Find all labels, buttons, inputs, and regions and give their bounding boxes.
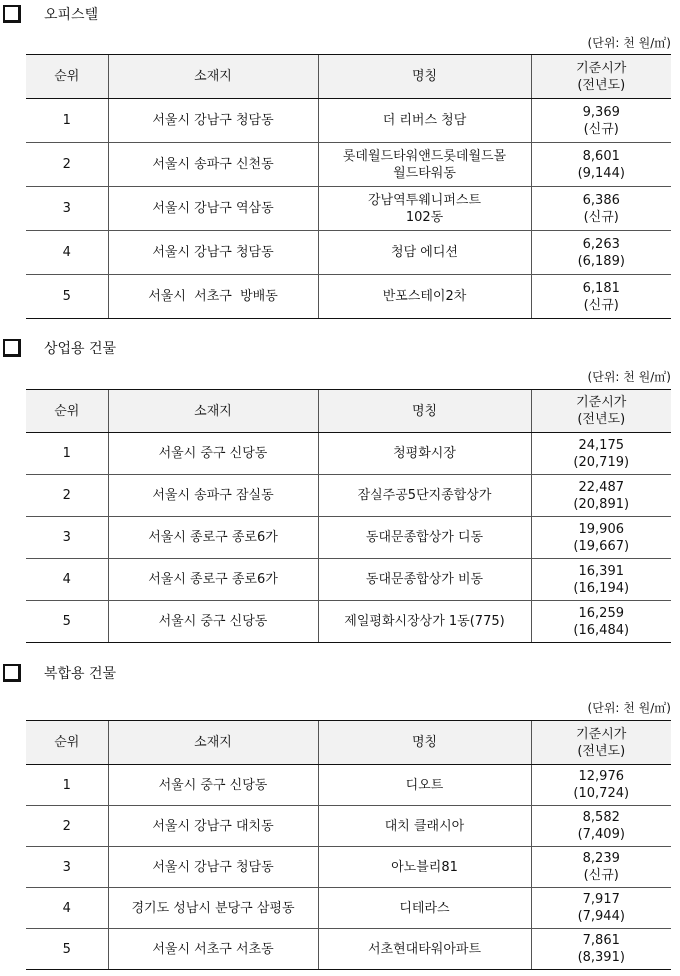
- cell-location: 서울시 서초구 서초동: [108, 929, 318, 970]
- section-title: 복합용 건물: [44, 666, 117, 682]
- cell-price: [531, 99, 671, 143]
- cell-name: [318, 847, 531, 888]
- cell-rank: 3: [26, 187, 108, 231]
- cell-price-current: 7,861: [582, 933, 620, 948]
- cell-rank: 4: [26, 231, 108, 275]
- cell-price-previous: (19,667): [573, 538, 630, 554]
- cell-name: [318, 559, 531, 601]
- cell-price: [531, 475, 671, 517]
- cell-price-previous: (16,194): [573, 580, 630, 596]
- cell-price-current: 8,601: [582, 148, 620, 164]
- section-title: 상업용 건물: [44, 341, 117, 357]
- cell-name-line1: 대치 클래시아: [384, 818, 465, 834]
- cell-rank: 4: [26, 888, 108, 929]
- cell-name: [318, 231, 531, 275]
- cell-location: 서울시 중구 신당동: [108, 601, 318, 643]
- cell-name-line1: 반포스테이2차: [382, 289, 467, 304]
- checkbox-square-icon: [3, 664, 21, 682]
- header-price: [531, 721, 671, 765]
- header-rank: 순위: [26, 55, 108, 99]
- cell-location: 서울시 강남구 청담동: [108, 847, 318, 888]
- cell-name-line1: 강남역투웨니퍼스트: [367, 192, 482, 208]
- header-price-line1: 기준시가: [576, 395, 627, 410]
- cell-price-previous: (20,719): [573, 454, 630, 470]
- cell-name-line1: 청담 에디션: [391, 245, 458, 260]
- cell-rank: 2: [26, 475, 108, 517]
- cell-price: [531, 187, 671, 231]
- cell-price: [531, 559, 671, 601]
- cell-rank: 1: [26, 433, 108, 475]
- cell-rank: 1: [26, 765, 108, 806]
- table-row: [26, 765, 671, 806]
- checkbox-square-icon: [3, 339, 21, 357]
- table-row: [26, 847, 671, 888]
- cell-name: [318, 517, 531, 559]
- cell-price-previous: (16,484): [573, 622, 630, 638]
- cell-name-line2: 102동: [405, 209, 444, 225]
- cell-price-current: 8,582: [582, 810, 620, 825]
- table-header-row: [26, 55, 671, 99]
- cell-price-previous: (신규): [583, 868, 619, 883]
- cell-rank: 4: [26, 559, 108, 601]
- cell-price: [531, 275, 671, 319]
- cell-rank: 2: [26, 143, 108, 187]
- table-row: [26, 231, 671, 275]
- cell-price-current: 7,917: [582, 892, 620, 907]
- cell-location: 서울시 종로구 종로6가: [108, 517, 318, 559]
- cell-rank: 2: [26, 806, 108, 847]
- cell-location: 서울시 중구 신당동: [108, 433, 318, 475]
- unit-label: (단위: 천 원/㎡): [587, 36, 671, 50]
- cell-price: [531, 231, 671, 275]
- cell-name-line1: 잠실주공5단지종합상가: [357, 488, 492, 503]
- unit-label: (단위: 천 원/㎡): [587, 370, 671, 384]
- cell-price-current: 6,263: [582, 236, 620, 252]
- cell-price-current: 24,175: [578, 437, 624, 453]
- cell-price: [531, 765, 671, 806]
- header-location: 소재지: [108, 55, 318, 99]
- price-table: [26, 54, 671, 319]
- cell-location: 서울시 중구 신당동: [108, 765, 318, 806]
- cell-rank: 1: [26, 99, 108, 143]
- cell-name-line1: 동대문종합상가 디동: [365, 530, 484, 545]
- table-row: [26, 517, 671, 559]
- cell-name-line1: 동대문종합상가 비동: [365, 572, 484, 587]
- header-location: 소재지: [108, 721, 318, 765]
- cell-name-line1: 롯데월드타워앤드롯데월드몰: [342, 148, 507, 164]
- cell-price: [531, 888, 671, 929]
- header-name: 명칭: [318, 55, 531, 99]
- cell-price-current: 6,181: [582, 280, 620, 296]
- cell-name: [318, 888, 531, 929]
- cell-price: [531, 433, 671, 475]
- cell-price-current: 12,976: [578, 769, 624, 784]
- cell-rank: 5: [26, 275, 108, 319]
- cell-price-previous: (10,724): [573, 786, 630, 801]
- cell-name: [318, 433, 531, 475]
- table-row: [26, 929, 671, 970]
- table-row: [26, 275, 671, 319]
- cell-price: [531, 601, 671, 643]
- cell-location: 서울시 강남구 대치동: [108, 806, 318, 847]
- cell-price-previous: (7,944): [577, 909, 625, 924]
- cell-name-line1: 디테라스: [399, 900, 450, 916]
- cell-price-current: 19,906: [578, 521, 624, 537]
- header-price-line2: (전년도): [577, 77, 626, 93]
- cell-location: 서울시 강남구 역삼동: [108, 187, 318, 231]
- cell-name: [318, 143, 531, 187]
- cell-location: 서울시 종로구 종로6가: [108, 559, 318, 601]
- checkbox-square-icon: [3, 5, 21, 23]
- table-row: [26, 99, 671, 143]
- cell-price-current: 22,487: [578, 479, 624, 495]
- cell-name-line1: 청평화시장: [393, 446, 456, 461]
- cell-name-line1: 제일평화시장상가 1동(775): [344, 614, 505, 629]
- cell-location: 서울시 송파구 신천동: [108, 143, 318, 187]
- table-row: [26, 475, 671, 517]
- cell-name: [318, 601, 531, 643]
- cell-location: 서울시 송파구 잠실동: [108, 475, 318, 517]
- table-row: [26, 601, 671, 643]
- header-price-line1: 기준시가: [576, 726, 627, 742]
- table-row: [26, 559, 671, 601]
- cell-location: 서울시 서초구 방배동: [108, 275, 318, 319]
- header-price-line2: (전년도): [577, 412, 626, 427]
- cell-price: [531, 847, 671, 888]
- cell-name-line1: 디오트: [405, 777, 444, 793]
- header-name: 명칭: [318, 390, 531, 433]
- cell-name: [318, 765, 531, 806]
- cell-name-line1: 서초현대타워아파트: [367, 941, 482, 957]
- table-row: [26, 143, 671, 187]
- table-header-row: [26, 721, 671, 765]
- cell-location: 서울시 강남구 청담동: [108, 99, 318, 143]
- cell-price-current: 6,386: [582, 192, 620, 208]
- cell-price-previous: (7,409): [577, 827, 625, 842]
- cell-name: [318, 187, 531, 231]
- cell-price: [531, 929, 671, 970]
- cell-price: [531, 517, 671, 559]
- cell-name-line1: 더 리버스 청담: [382, 113, 467, 128]
- cell-rank: 3: [26, 517, 108, 559]
- header-rank: 순위: [26, 721, 108, 765]
- cell-name-line1: 아노블리81: [391, 859, 458, 875]
- section-title: 오피스텔: [44, 7, 99, 23]
- cell-price-current: 16,391: [578, 563, 624, 579]
- cell-name: [318, 99, 531, 143]
- table-row: [26, 433, 671, 475]
- cell-name: [318, 806, 531, 847]
- cell-price: [531, 806, 671, 847]
- cell-price-previous: (신규): [583, 209, 619, 225]
- header-rank: 순위: [26, 390, 108, 433]
- table-header-row: [26, 390, 671, 433]
- header-price-line1: 기준시가: [576, 60, 627, 76]
- cell-name-line2: 월드타워동: [393, 165, 456, 181]
- header-location: 소재지: [108, 390, 318, 433]
- cell-price-current: 8,239: [582, 851, 620, 866]
- cell-price-previous: (9,144): [577, 165, 625, 181]
- cell-price-previous: (20,891): [573, 496, 630, 512]
- cell-price: [531, 143, 671, 187]
- table-row: [26, 187, 671, 231]
- header-price: [531, 55, 671, 99]
- cell-price-previous: (8,391): [577, 950, 625, 965]
- price-table: [26, 720, 671, 970]
- header-name: 명칭: [318, 721, 531, 765]
- cell-rank: 5: [26, 929, 108, 970]
- cell-name: [318, 475, 531, 517]
- table-row: [26, 806, 671, 847]
- cell-price-previous: (6,189): [577, 253, 625, 269]
- cell-rank: 5: [26, 601, 108, 643]
- cell-location: 서울시 강남구 청담동: [108, 231, 318, 275]
- cell-name: [318, 275, 531, 319]
- cell-location: 경기도 성남시 분당구 삼평동: [108, 888, 318, 929]
- unit-label: (단위: 천 원/㎡): [587, 701, 671, 715]
- cell-price-current: 16,259: [578, 605, 624, 621]
- cell-rank: 3: [26, 847, 108, 888]
- table-row: [26, 888, 671, 929]
- header-price-line2: (전년도): [577, 743, 626, 759]
- cell-price-current: 9,369: [582, 104, 620, 120]
- cell-price-previous: (신규): [583, 121, 619, 137]
- cell-name: [318, 929, 531, 970]
- cell-price-previous: (신규): [583, 297, 619, 313]
- header-price: [531, 390, 671, 433]
- price-table: [26, 389, 671, 643]
